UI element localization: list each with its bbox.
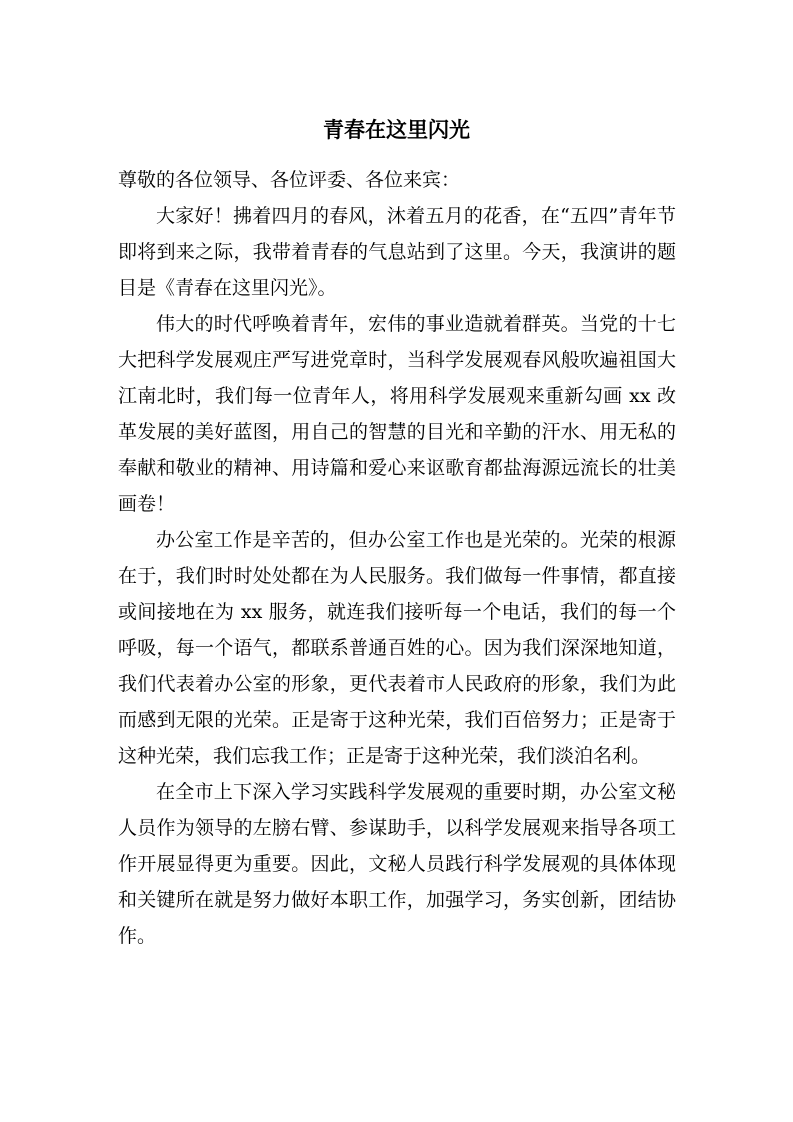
salutation: 尊敬的各位领导、各位评委、各位来宾：	[118, 169, 461, 191]
document-title: 青春在这里闪光	[323, 118, 470, 142]
paragraph-secretarial: 在全市上下深入学习实践科学发展观的重要时期，办公室文秘人员作为领导的左膀右臂、参谋助手，以科学发展观来指导各项工作开展显得更为重要。因此，文秘人员践行科学发展观的具体体现和关键所在就是努力做好本职工作，加强学习，务实创新，团结协作。	[118, 781, 676, 947]
paragraph-office-work: 办公室工作是辛苦的，但办公室工作也是光荣的。光荣的根源在于，我们时时处处都在为人民服务。我们做每一件事情，都直接或间接地在为 xx 服务，就连我们接听每一个电话，我们的每一个呼吸，每一个语气，都联系普通百姓的心。因为我们深深地知道，我们代表着办公室的形象，更代表着市人民政府的形象，我们为此而感到无限的光荣。正是寄于这种光荣，我们百倍努力；正是寄于这种光荣，我们忘我工作；正是寄于这种光荣，我们淡泊名利。	[118, 529, 676, 767]
paragraph-era: 伟大的时代呼唤着青年，宏伟的事业造就着群英。当党的十七大把科学发展观庄严写进党章时，当科学发展观春风般吹遍祖国大江南北时，我们每一位青年人，将用科学发展观来重新勾画 xx 改革发展的美好蓝图，用自己的智慧的目光和辛勤的汗水、用无私的奉献和敬业的精神、用诗篇和爱心来讴歌育都盐海源远流长的壮美画卷！	[118, 313, 676, 515]
paragraph-greeting: 大家好！拂着四月的春风，沐着五月的花香，在“五四”青年节即将到来之际，我带着青春的气息站到了这里。今天，我演讲的题目是《青春在这里闪光》。	[118, 205, 676, 299]
document-body	[118, 162, 676, 954]
